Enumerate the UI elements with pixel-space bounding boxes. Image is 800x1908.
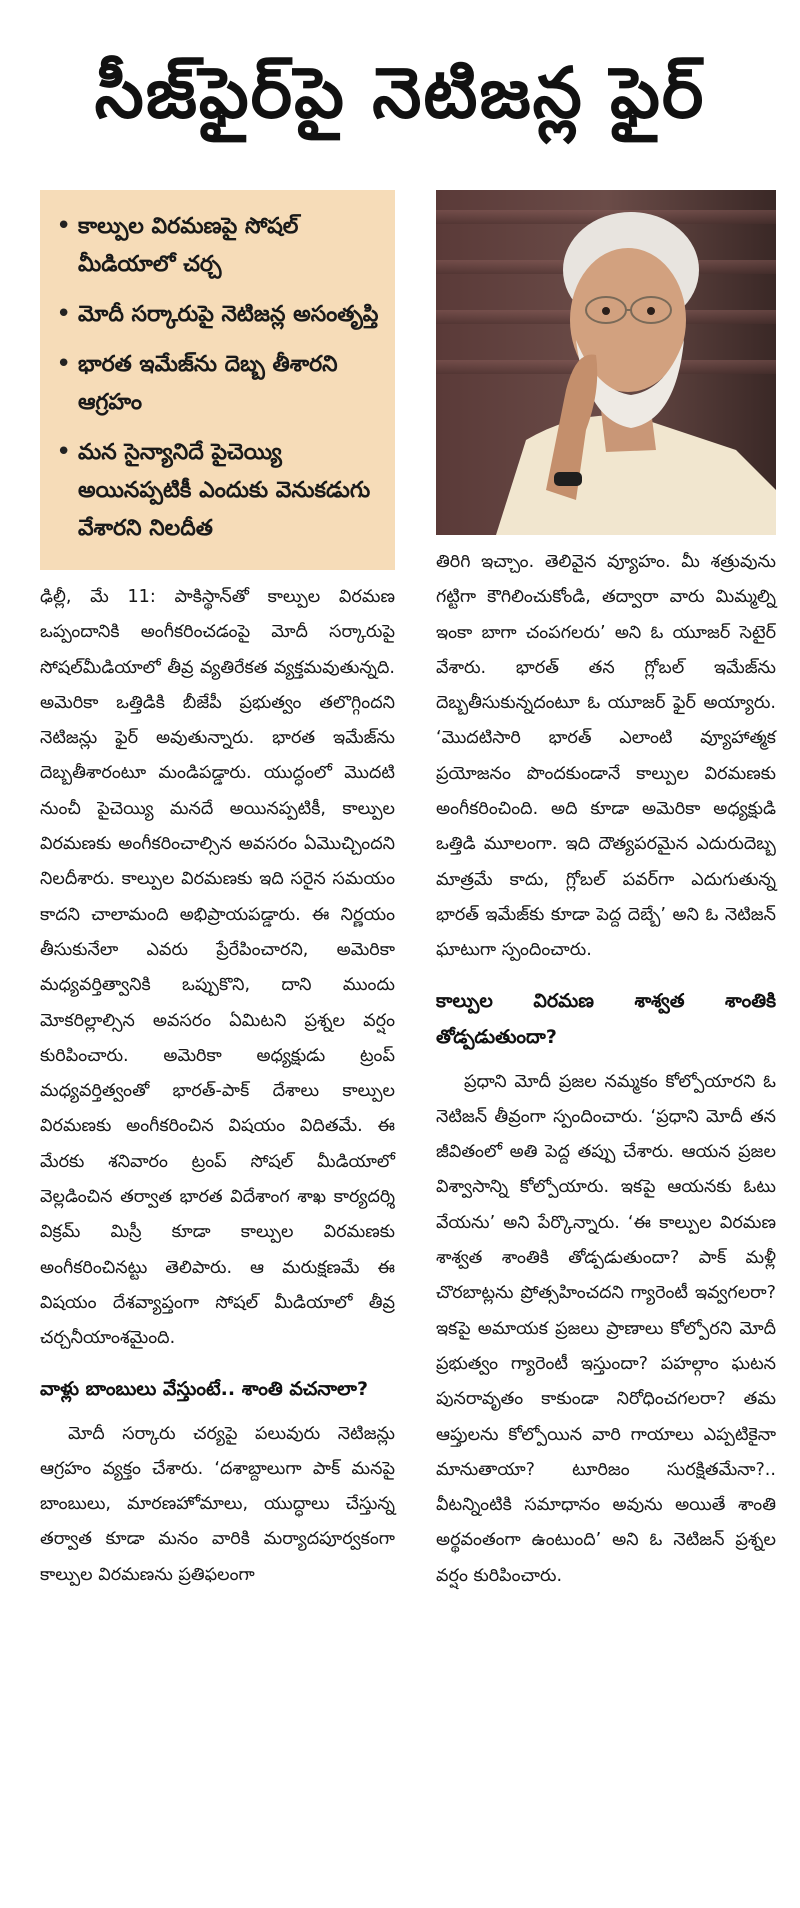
paragraph: ప్రధాని మోదీ ప్రజల నమ్మకం కోల్పోయారని ఓ నెటిజన్‌ తీవ్రంగా స్పందించారు. ‘ప్రధాని మోదీ తన జీవితంలో అతి పెద్ద తప్పు చేశారు. ఆయన ప్రజల విశ్వాసాన్ని కోల్పోయారు. ఇకపై ఆయనకు ఓటు వేయను’ అని పేర్కొన్నారు. ‘ఈ కాల్పుల విరమణ శాశ్వత శాంతికి తోడ్పడుతుందా? పాక్‌ మళ్లీ చొరబాట్లను ప్రోత్సహించదని గ్యారెంటీ ఇవ్వగలరా? ఇకపై అమాయక ప్రజలు ప్రాణాలు కోల్పోరని మోదీ ప్రభుత్వం గ్యారెంటీ ఇస్తుందా? పహల్గాం ఘటన పునరావృతం కాకుండా నిరోధించగలరా? తమ ఆప్తులను కోల్పోయిన వారి గాయాలు ఎప్పటికైనా మానుతాయా? టూరిజం సురక్షితమేనా?.. వీటన్నింటికి సమాధానం అవును అయితే శాంతి అర్థవంతంగా ఉంటుంది’ అని ఓ నెటిజన్‌ ప్రశ్నల వర్షం కురిపించారు. [436,1071,776,1586]
paragraph: మోదీ సర్కారు చర్యపై పలువురు నెటిజన్లు ఆగ్రహం వ్యక్తం చేశారు. ‘దశాబ్దాలుగా పాక్‌ మనపై బాంబులు, మారణహోమాలు, యుద్ధాలు చేస్తున్న తర్వాత కూడా మనం వారికి మర్యాదపూర్వకంగా కాల్పుల విరమణను ప్రతిఫలంగా [40,1423,395,1585]
highlights-box [40,190,395,570]
portrait-photo [436,190,776,535]
highlight-item [56,208,379,284]
highlight-text: మోదీ సర్కారుపై నెటిజన్ల అసంతృప్తి [78,302,379,327]
subheading: కాల్పుల విరమణ శాశ్వత శాంతికి తోడ్పడుతుందా? [436,989,776,1048]
highlight-item [56,346,379,422]
bullet-icon: • [56,349,72,379]
article-column-right [436,545,776,1594]
bullet-icon: • [56,211,72,241]
highlight-item [56,434,379,548]
paragraph: తిరిగి ఇచ్చాం. తెలివైన వ్యూహం. మీ శత్రువును గట్టిగా కౌగిలించుకోండి, తద్వారా వారు మిమ్మల్ని ఇంకా బాగా చంపగలరు’ అని ఓ యూజర్‌ సెటైర్‌ వేశారు. భారత్‌ తన గ్లోబల్‌ ఇమేజ్‌ను దెబ్బతీసుకున్నదంటూ ఓ యూజర్‌ ఫైర్‌ అయ్యారు. ‘మొదటిసారి భారత్‌ ఎలాంటి వ్యూహాత్మక ప్రయోజనం పొందకుండానే కాల్పుల విరమణకు అంగీకరించింది. అది కూడా అమెరికా అధ్యక్షుడి ఒత్తిడి మూలంగా. ఇది దౌత్యపరమైన ఎదురుదెబ్బ మాత్రమే కాదు, గ్లోబల్‌ పవర్‌గా ఎదుగుతున్న భారత్‌ ఇమేజ్‌కు కూడా పెద్ద దెబ్బే’ అని ఓ నెటిజన్‌ ఘాటుగా స్పందించారు. [436,552,776,961]
paragraph: ఢిల్లీ, మే 11: పాకిస్థాన్‌తో కాల్పుల విరమణ ఒప్పందానికి అంగీకరించడంపై మోదీ సర్కారుపై సోషల్‌మీడియాలో తీవ్ర వ్యతిరేకత వ్యక్తమవుతున్నది. అమెరికా ఒత్తిడికి బీజేపీ ప్రభుత్వం తలొగ్గిందని నెటిజన్లు ఫైర్‌ అవుతున్నారు. భారత ఇమేజ్‌ను దెబ్బతీశారంటూ మండిపడ్డారు. యుద్ధంలో మొదటి నుంచీ పైచెయ్యి మనదే అయినప్పటికీ, కాల్పుల విరమణకు అంగీకరించాల్సిన అవసరం ఏమొచ్చిందని నిలదీశారు. కాల్పుల విరమణకు ఇది సరైన సమయం కాదని చాలామంది అభిప్రాయపడ్డారు. ఈ నిర్ణయం తీసుకునేలా ఎవరు ప్రేరేపించారని, అమెరికా మధ్యవర్తిత్వానికి ఒప్పుకొని, దాని ముందు మోకరిల్లాల్సిన అవసరం ఏమిటని ప్రశ్నల వర్షం కురిపించారు. అమెరికా అధ్యక్షుడు ట్రంప్‌ మధ్యవర్తిత్వంతో భారత్‌-పాక్‌ దేశాలు కాల్పుల విరమణకు అంగీకరించిన విషయం విదితమే. ఈ మేరకు శనివారం ట్రంప్‌ సోషల్‌ మీడియాలో వెల్లడించిన తర్వాత భారత విదేశాంగ శాఖ కార్యదర్శి విక్రమ్‌ మిస్రీ కూడా కాల్పుల విరమణకు అంగీకరించినట్టు తెలిపారు. ఆ మరుక్షణమే ఈ విషయం దేశవ్యాప్తంగా సోషల్‌ మీడియాలో తీవ్ర చర్చనీయాంశమైంది. [40,587,395,1349]
subheading: వాళ్లు బాంబులు వేస్తుంటే.. శాంతి వచనాలా? [40,1377,368,1400]
highlight-item [56,296,379,334]
highlight-text: మన సైన్యానిదే పైచెయ్యి అయినప్పటికీ ఎందుకు వెనుకడుగు వేశారని నిలదీత [78,440,371,541]
portrait-illustration [436,190,776,535]
bullet-icon: • [56,299,72,329]
highlight-text: భారత ఇమేజ్‌ను దెబ్బ తీశారని ఆగ్రహం [78,352,338,415]
headline: సీజ్‌ఫైర్‌పై నెటిజన్ల ఫైర్ [94,52,706,134]
bullet-icon: • [56,437,72,467]
highlight-text: కాల్పుల విరమణపై సోషల్‌ మీడియాలో చర్చ [78,214,299,277]
article-column-left [40,580,395,1593]
